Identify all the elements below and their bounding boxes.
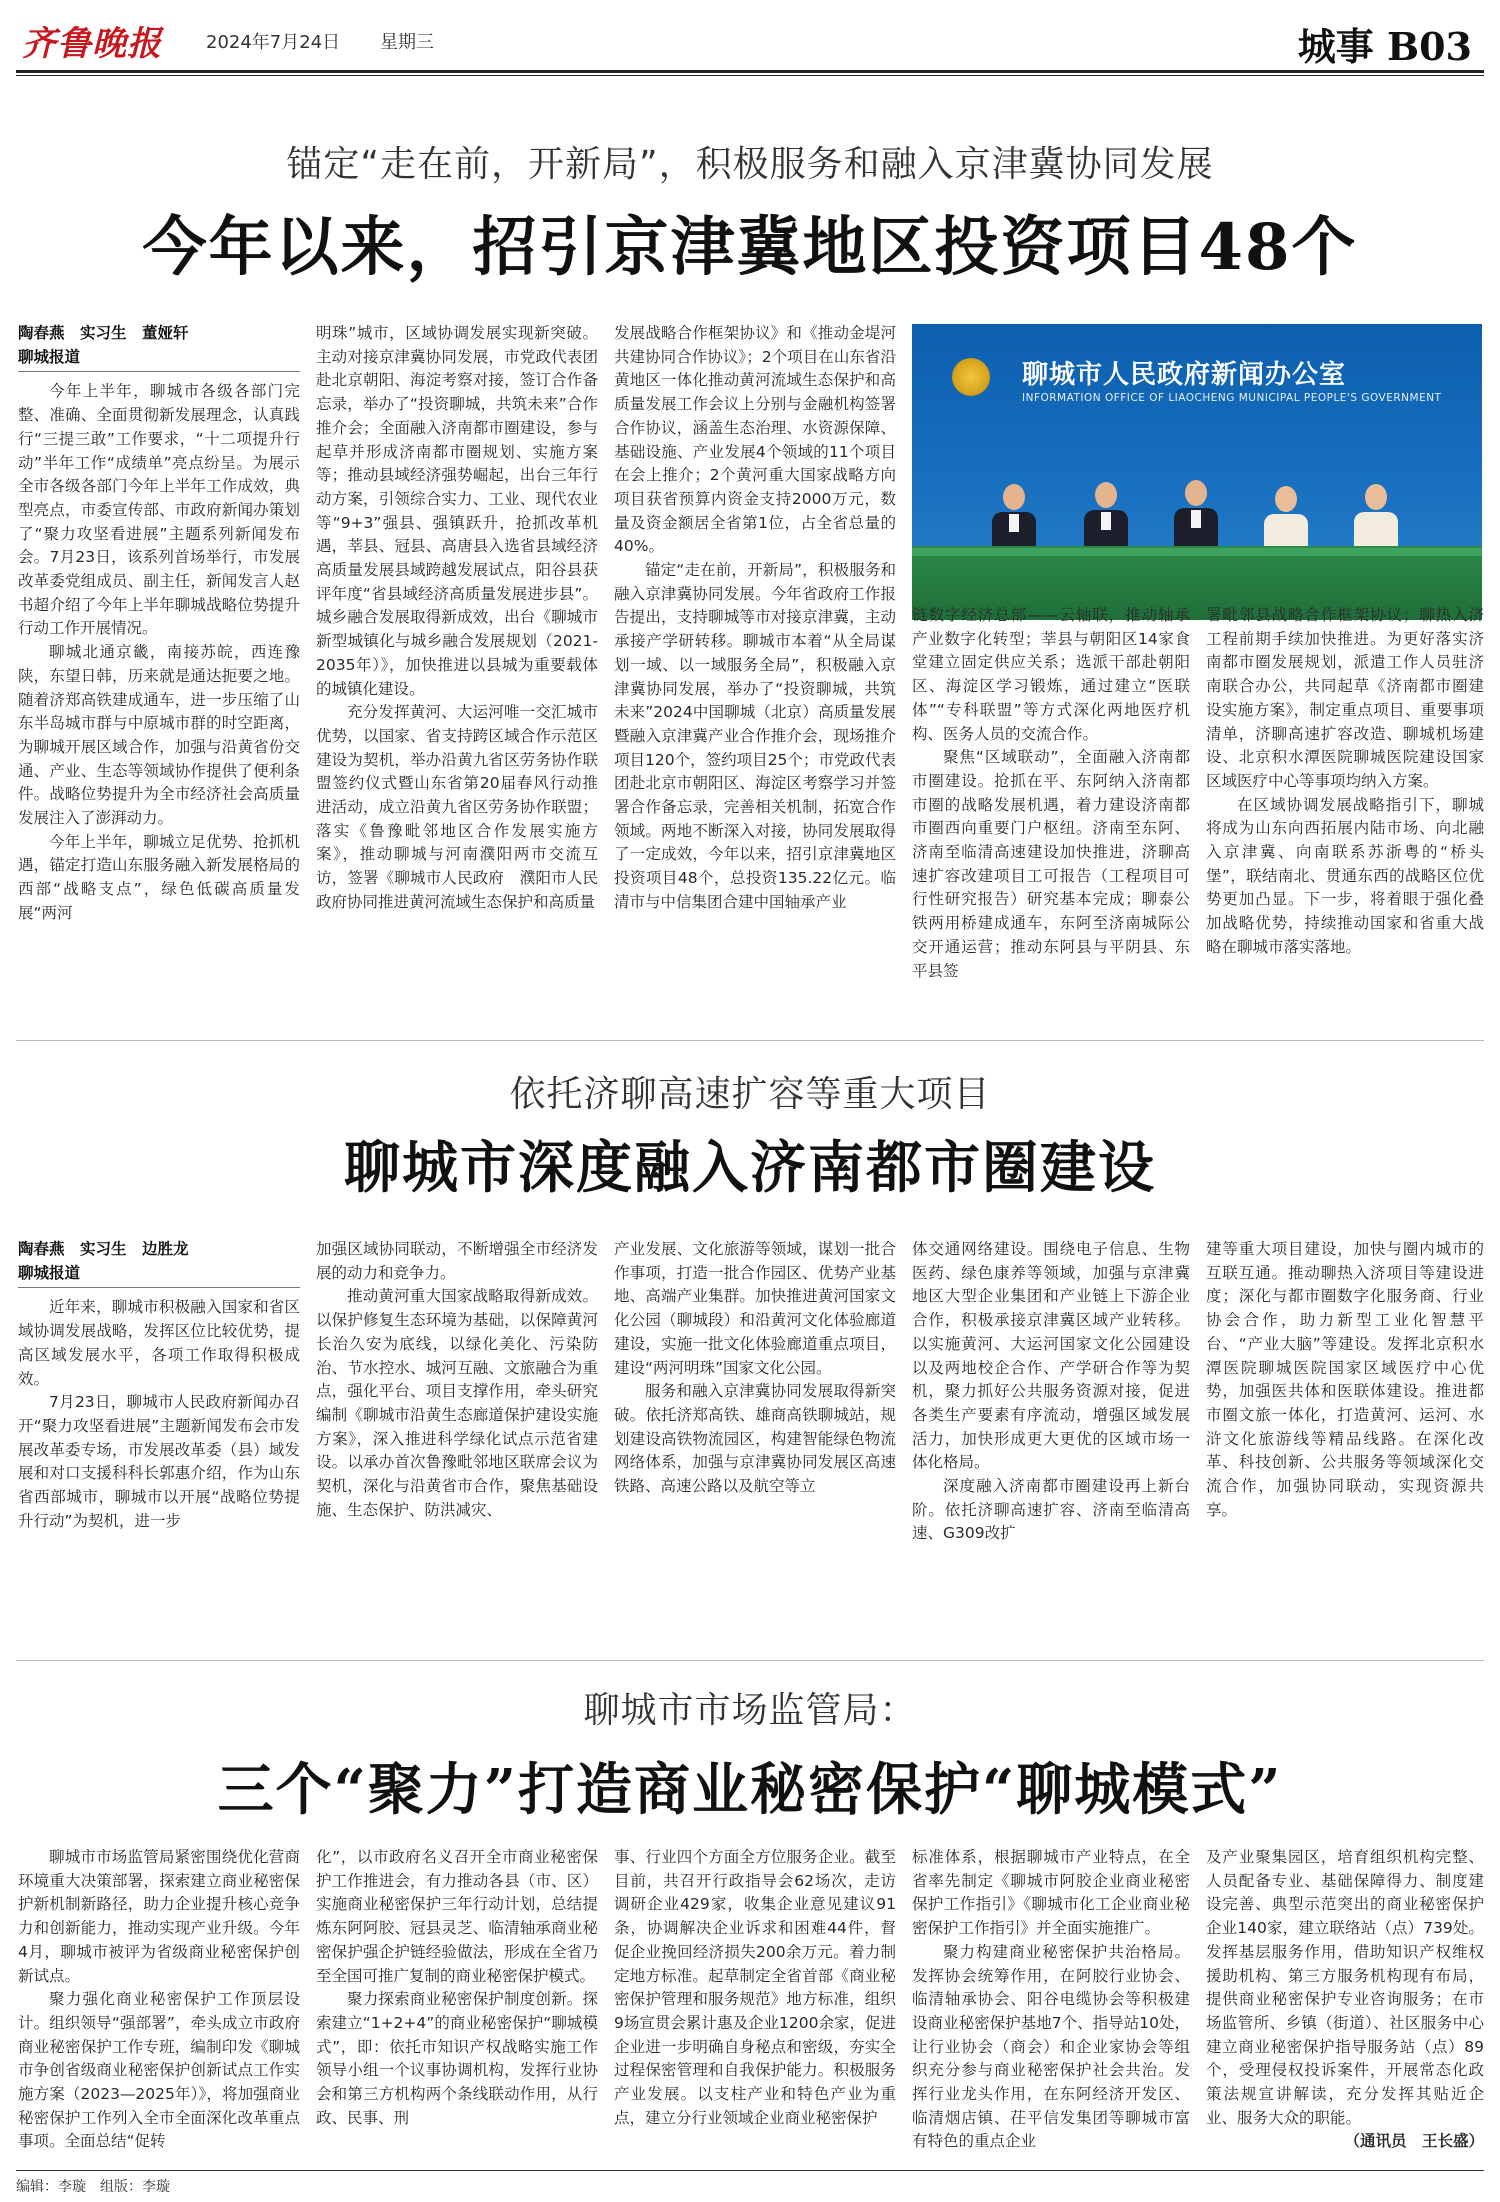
article3-column-3: [614, 1846, 896, 2162]
paragraph: 发展战略合作框架协议》和《推动金堤河共建协同合作协议》；2个项目在山东省沿黄地区一体化推动黄河流域生态保护和高质量发展工作会议上分别与金融机构签署合作协议，涵盖生态治理、水资源保障、基础设施、产业发展4个领域的11个项目在会上推介；2个黄河重大国家战略方向项目获省预算内资金支持2000万元，数量及资金额居全省第1位，占全省总量的40%。: [614, 324, 896, 556]
paragraph: 7月23日，聊城市人民政府新闻办召开“聚力攻坚看进展”主题新闻发布会市发展改革委专场，市发展改革委（县）域发展和对口支援科科长郭惠介绍，作为山东省西部城市，聊城市以开展“战略位势提升行动”为契机，进一步: [18, 1393, 300, 1530]
masthead: [16, 12, 1484, 69]
paragraph: 服务和融入京津冀协同发展取得新突破。依托济郑高铁、雄商高铁聊城站，规划建设高铁物流园区，构建智能绿色物流网络体系，加强与京津冀协同发展区高速铁路、高速公路以及航空等立: [614, 1382, 896, 1496]
press-conference-photo: [912, 324, 1482, 620]
article1-column-3: [614, 322, 896, 1028]
paragraph: 近年来，聊城市积极融入国家和省区域协调发展战略，发挥区位比较优势，提高区域发展水平，各项工作取得积极成效。: [18, 1298, 300, 1388]
header-rule-thin: [16, 75, 1484, 76]
editor-credit: 编辑：李璇 组版：李璇: [16, 2179, 170, 2195]
paragraph: 聊城市市场监管局紧密围绕优化营商环境重大决策部署，探索建立商业秘密保护新机制新路径，助力企业提升核心竞争力和创新能力，推动实现产业升级。今年4月，聊城市被评为省级商业秘密保护创新试点。: [18, 1848, 300, 1985]
article1-column-1: [18, 322, 300, 1028]
article1-byline: 陶春燕 实习生 董娅轩: [18, 324, 189, 342]
article3-headline: 三个“聚力”打造商业秘密保护“聊城模式”: [217, 1757, 1283, 1823]
paragraph: 聚焦“区域联动”，全面融入济南都市圈建设。抢抓在平、东阿纳入济南都市圈的战略发展机遇，着力建设济南都市圈西向重要门户枢纽。济南至东阿、济南至临清高速建设加快推进，济聊高速扩容改建项目工可报告（工程项目可行性研究报告）研究基本完成；聊泰公铁两用桥建成通车，东阿至济南城际公交开通运营；推动东阿县与平阴县、东平县签: [912, 748, 1190, 980]
photo-backdrop-title: 聊城市人民政府新闻办公室: [1022, 360, 1347, 390]
speaker-figure: [1264, 486, 1308, 554]
article3-credit: （通讯员 王长盛）: [1344, 2132, 1484, 2151]
article2-column-3: [614, 1238, 896, 1648]
paragraph: 聚力强化商业秘密保护工作顶层设计。组织领导“强部署”，牵头成立市政府商业秘密保护工作专班，编制印发《聊城市争创省级商业秘密保护创新试点工作实施方案（2023—2025年）》，将加强商业秘密保护工作列入全市全面深化改革重点事项。全面总结“促转: [18, 1990, 300, 2151]
paragraph: 体交通网络建设。围绕电子信息、生物医药、绿色康养等领域，加强与京津冀地区大型企业集团和产业链上下游企业合作，积极承接京津冀区域产业转移。以实施黄河、大运河国家文化公园建设以及两地校企合作、产学研合作等为契机，聚力抓好公共服务资源对接，促进各类生产要素有序流动，增强区域发展活力，加快形成更大更优的区域市场一体化格局。: [912, 1240, 1190, 1472]
paragraph: 深度融入济南都市圈建设再上新台阶。依托济聊高速扩容、济南至临清高速、G309改扩: [912, 1477, 1190, 1543]
article1-column-5: [1206, 604, 1484, 1028]
paragraph: 今年上半年，聊城市各级各部门完整、准确、全面贯彻新发展理念，认真践行“三提三敢”工作要求，“十二项提升行动”半年工作“成绩单”亮点纷呈。为展示全市各级各部门今年上半年工作成效，典型亮点，市委宣传部、市政府新闻办策划了“聚力攻坚看进展”主题系列新闻发布会。7月23日，该系列首场举行，市发展改革委党组成员、副主任，新闻发言人赵书超介绍了今年上半年聊城战略位势提升行动工作开展情况。: [18, 382, 300, 638]
article2-column-2: [316, 1238, 598, 1648]
table-edge: [912, 548, 1482, 556]
footer-rule: [16, 2170, 1484, 2171]
article2-headline: 聊城市深度融入济南都市圈建设: [344, 1135, 1156, 1201]
paragraph: 及产业聚集园区，培育组织机构完整、人员配备专业、基础保障得力、制度建设完善、典型示范突出的商业秘密保护企业140家，建立联络站（点）739处。发挥基层服务作用，借助知识产权维权援助机构、第三方服务机构现有布局，提供商业秘密保护专业咨询服务；在市场监管所、乡镇（街道）、社区服务中心建立商业秘密保护指导服务站（点）89个，受理侵权投诉案件，开展常态化政策法规宣讲解读，充分发挥其贴近企业、服务大众的职能。: [1206, 1848, 1484, 2127]
government-seal-icon: [952, 358, 990, 396]
article1-source: 聊城报道: [18, 346, 300, 373]
article3-kicker: 聊城市市场监管局：: [583, 1690, 917, 1731]
paragraph: 事、行业四个方面全方位服务企业。截至目前，共召开行政指导会62场次，走访调研企业429家，收集企业意见建议91条，协调解决企业诉求和困难44件，督促企业挽回经济损失200余万元。着力制定地方标准。起草制定全省首部《商业秘密保护管理和服务规范》地方标准，组织9场宣贯会累计惠及企业1200余家，促进企业进一步明确自身秘点和密级，夯实全过程保密管理和自我保护能力。积极服务产业发展。以支柱产业和特色产业为重点，建立分行业领域企业商业秘密保护: [614, 1848, 896, 2127]
article1-column-4: [912, 604, 1190, 1028]
article3-column-4: [912, 1846, 1190, 2162]
paragraph: 聊城北通京畿，南接苏皖，西连豫陕，东望日韩，历来就是通达扼要之地。随着济郑高铁建成通车，进一步压缩了山东半岛城市群与中原城市群的时空距离，为聊城开展区域合作，加强与沿黄省份交通、产业、生态等领域协作提供了便利条件。战略位势提升为全市经济社会高质量发展注入了澎湃动力。: [18, 643, 300, 828]
paragraph: 聚力探索商业秘密保护制度创新。探索建立“1+2+4”的商业秘密保护“聊城模式”，即：依托市知识产权战略实施工作领导小组一个议事协调机构，发挥行业协会和第三方机构两个条线联动作用，从行政、民事、刑: [316, 1990, 598, 2127]
paragraph: 加强区域协同联动，不断增强全市经济发展的动力和竞争力。: [316, 1240, 598, 1282]
paragraph: 标准体系，根据聊城市产业特点，在全省率先制定《聊城市阿胶企业商业秘密保护工作指引》《聊城市化工企业商业秘密保护工作指引》并全面实施推广。: [912, 1848, 1190, 1938]
section-label: 城事 B03: [1297, 24, 1472, 69]
paragraph: 建等重大项目建设，加快与圈内城市的互联互通。推动聊热入济项目等建设进度；深化与都市圈数字化服务商、行业协会合作，助力新型工业化智慧平台、“产业大脑”等建设。发挥北京积水潭医院聊城医院国家区域医疗中心优势，加强医共体和医联体建设。推进都市圈文旅一体化，打造黄河、运河、水浒文化旅游线等精品线路。在深化改革、科技创新、公共服务等领域深化交流合作，加强协同联动，实现资源共享。: [1206, 1240, 1484, 1519]
issue-date: 2024年7月24日: [206, 32, 341, 53]
speaker-figure: [1084, 482, 1128, 550]
paragraph: 推动黄河重大国家战略取得新成效。以保护修复生态环境为基础，以保障黄河长治久安为底线，以绿化美化、污染防治、节水控水、城河互融、文旅融合为重点，强化平台、项目支撑作用，牵头研究编制《聊城市沿黄生态廊道保护建设实施方案》，深入推进科学绿化试点示范省建设。以承办首次鲁豫毗邻地区联席会议为契机，深化与沿黄省市合作，聚焦基础设施、生态保护、防洪减灾、: [316, 1287, 598, 1519]
paragraph: 链数字经济总部——云轴联，推动轴承产业数字化转型；莘县与朝阳区14家食堂建立固定供应关系；选派干部赴朝阳区、海淀区学习锻炼，通过建立“医联体”“专科联盟”等方式深化两地医疗机构、医务人员的交流合作。: [912, 606, 1190, 743]
header-rule: [16, 70, 1484, 73]
article1-column-2: [316, 322, 598, 1028]
article3-column-1: [18, 1846, 300, 2162]
article2-byline: 陶春燕 实习生 边胜龙: [18, 1240, 189, 1258]
article-divider: [16, 1660, 1484, 1661]
speaker-figure: [1174, 480, 1218, 548]
article2-source: 聊城报道: [18, 1262, 300, 1289]
paragraph: 产业发展、文化旅游等领域，谋划一批合作事项，打造一批合作园区、优势产业基地、高端产业集群。加快推进黄河国家文化公园（聊城段）和沿黄河文化体验廊道建设，实施一批文化体验廊道重点项目，建设“两河明珠”国家文化公园。: [614, 1240, 896, 1377]
paragraph: 锚定“走在前，开新局”，积极服务和融入京津冀协同发展。今年省政府工作报告提出，支持聊城等市对接京津冀，主动承接产学研转移。聊城市本着“从全局谋划一域、以一域服务全局”，积极融入京津冀协同发展，举办了“投资聊城，共筑未来”2024中国聊城（北京）高质量发展暨融入京津冀产业合作推介会，现场推介项目120个，签约项目25个；市党政代表团赴北京市朝阳区、海淀区考察学习并签署合作备忘录，完善相关机制，拓宽合作领域。两地不断深入对接，协同发展取得了一定成效，今年以来，招引京津冀地区投资项目48个，总投资135.22亿元。临清市与中信集团合建中国轴承产业: [614, 561, 896, 911]
article3-column-2: [316, 1846, 598, 2162]
newspaper-logo: 齐鲁晚报: [22, 24, 162, 64]
issue-weekday: 星期三: [380, 32, 434, 53]
paragraph: 明珠”城市，区域协调发展实现新突破。主动对接京津冀协同发展，市党政代表团赴北京朝阳、海淀考察对接，签订合作备忘录，举办了“投资聊城，共筑未来”合作推介会；全面融入济南都市圈建设，参与起草并形成济南都市圈规划、实施方案等；推动县域经济强势崛起，出台三年行动方案，引领综合实力、工业、现代农业等“9+3”强县、强镇跃升，抢抓改革机遇，莘县、冠县、高唐县入选省县域经济高质量发展县域跨越发展试点，阳谷县获评年度“省县域经济高质量发展进步县”。城乡融合发展取得新成效，出台《聊城市新型城镇化与城乡融合发展规划（2021-2035年）》，加快推进以县城为重要载体的城镇化建设。: [316, 324, 598, 698]
speaker-figure: [992, 484, 1036, 552]
article2-kicker: 依托济聊高速扩容等重大项目: [509, 1074, 991, 1115]
photo-backdrop-subtitle: INFORMATION OFFICE OF LIAOCHENG MUNICIPAL PEOPLE'S GOVERNMENT: [1022, 392, 1442, 404]
paragraph: 今年上半年，聊城立足优势、抢抓机遇，锚定打造山东服务融入新发展格局的西部“战略支点”，绿色低碳高质量发展“两河: [18, 832, 300, 922]
article-divider: [16, 1040, 1484, 1041]
paragraph: 充分发挥黄河、大运河唯一交汇城市优势，以国家、省支持跨区域合作示范区建设为契机，举办沿黄九省区劳务协作联盟签约仪式暨山东省第20届春风行动推进活动，成立沿黄九省区劳务协作联盟；落实《鲁豫毗邻地区合作发展实施方案》，推动聊城与河南濮阳两市交流互访，签署《聊城市人民政府 濮阳市人民政府协同推进黄河流域生态保护和高质量: [316, 703, 598, 911]
speaker-figure: [1354, 484, 1398, 552]
article3-column-5: [1206, 1846, 1484, 2162]
paragraph: 在区域协调发展战略指引下，聊城将成为山东向西拓展内陆市场、向北融入京津冀、向南联系苏浙粤的“桥头堡”，联结南北、贯通东西的战略区位优势更加凸显。下一步，将着眼于强化叠加战略优势，持续推动国家和省重大战略在聊城市落实落地。: [1206, 795, 1484, 956]
article1-kicker: 锚定“走在前，开新局”，积极服务和融入京津冀协同发展: [286, 144, 1214, 185]
article2-column-5: [1206, 1238, 1484, 1648]
paragraph: 聚力构建商业秘密保护共治格局。发挥协会统筹作用，在阿胶行业协会、临清轴承协会、阳谷电缆协会等积极建设商业秘密保护基地7个、指导站10处，让行业协会（商会）和企业家协会等组织充分参与商业秘密保护社会共治。发挥行业龙头作用，在东阿经济开发区、临清烟店镇、茌平信发集团等聊城市富有特色的重点企业: [912, 1942, 1190, 2151]
article1-headline: 今年以来，招引京津冀地区投资项目48个: [142, 210, 1358, 285]
article2-column-1: [18, 1238, 300, 1648]
paragraph: 化”，以市政府名义召开全市商业秘密保护工作推进会，有力推动各县（市、区）实施商业秘密保护三年行动计划，总结提炼东阿阿胶、冠县灵芝、临清轴承商业秘密保护强企护链经验做法，形成在全省乃至全国可推广复制的商业秘密保护模式。: [316, 1848, 598, 1985]
paragraph: 署毗邻县战略合作框架协议；聊热入济工程前期手续加快推进。为更好落实济南都市圈发展规划，派遣工作人员驻济南联合办公，共同起草《济南都市圈建设实施方案》，制定重点项目、重要事项清单，济聊高速扩容改造、聊城机场建设、北京积水潭医院聊城医院建设国家区域医疗中心等事项均纳入方案。: [1206, 606, 1484, 790]
article2-column-4: [912, 1238, 1190, 1648]
